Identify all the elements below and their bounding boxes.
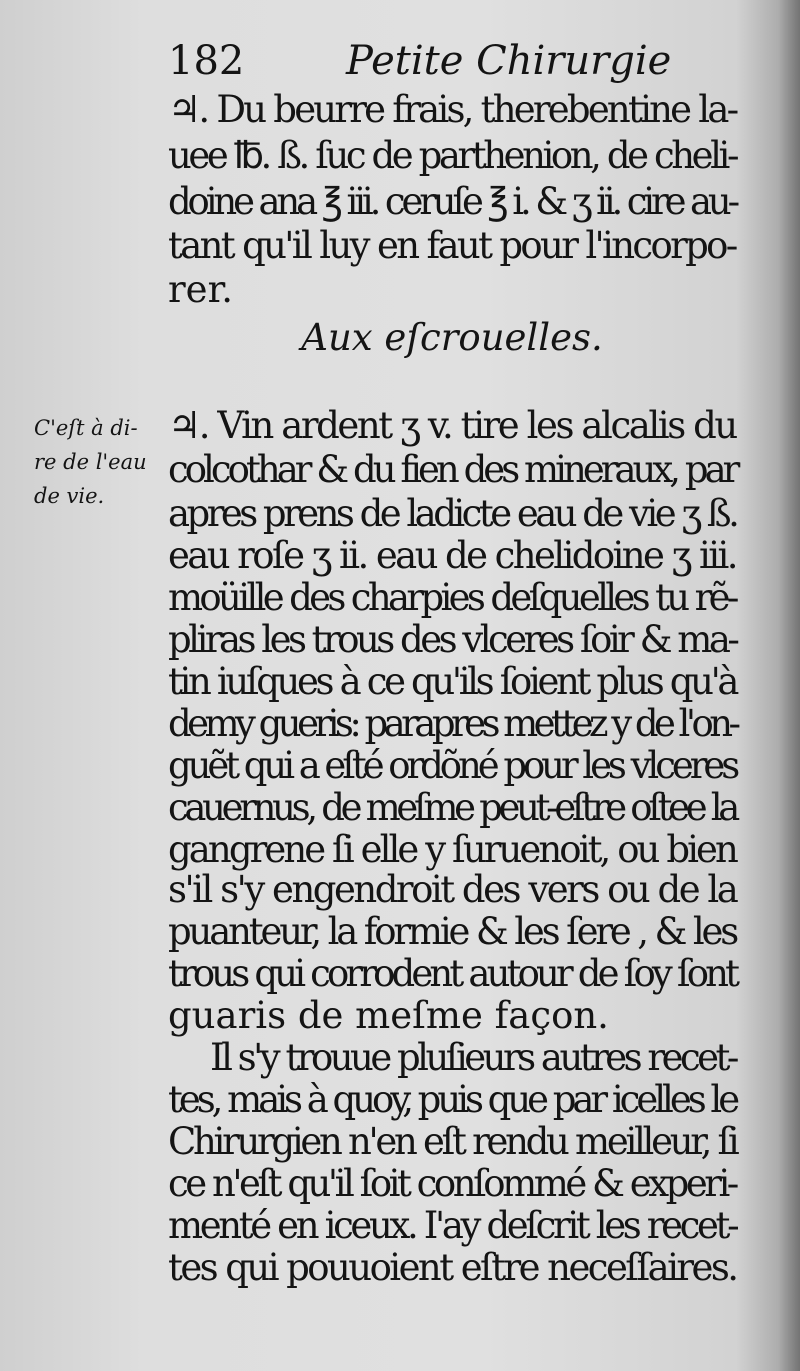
margin-note-line: C'eſt à di- (34, 416, 138, 440)
text-line: pliras les trous des vlceres ſoir & ma- (168, 618, 737, 661)
text-line: ♃. Vin ardent ʒ v. tire les alcalis du (168, 404, 736, 447)
text-line: colcothar & du fien des mineraux, par (168, 448, 737, 491)
text-line: guẽt qui a eſté ordõné pour les vlceres (168, 744, 737, 787)
text-line: ♃. Du beurre frais, therebentine la- (168, 88, 737, 131)
text-line: doine ana ℥ iii. ceruſe ℥ i. & ʒ ii. cire au- (168, 180, 736, 223)
running-title: Petite Chirurgie (346, 38, 672, 84)
text-line: tes, mais à quoy, puis que par icelles le (168, 1078, 737, 1121)
text-line: puanteur, la formie & les ſere , & les (168, 910, 737, 953)
text-line: uee ℔. ß. ſuc de parthenion, de cheli- (168, 134, 737, 177)
text-line: Chirurgien n'en eſt rendu meilleur, ſi (168, 1120, 737, 1163)
text-line: Il s'y trouue pluſieurs autres recet- (210, 1036, 736, 1079)
section-heading: Aux eſcrouelles. (301, 316, 603, 359)
page-number: 182 (168, 38, 245, 84)
text-line: moüille des charpies deſquelles tu rẽ- (168, 576, 736, 619)
text-line: s'il s'y engendroit des vers ou de la (168, 868, 737, 911)
text-line: ce n'eſt qu'il ſoit conſommé & experi- (168, 1162, 736, 1205)
page-gutter-shadow (778, 0, 800, 1371)
text-line: tant qu'il luy en faut pour l'incorpo- (168, 224, 736, 267)
text-line: tes qui pouuoient eſtre neceſſaires. (168, 1246, 737, 1289)
text-line: apres prens de ladicte eau de vie ʒ ß. (168, 492, 737, 535)
text-line: menté en iceux. I'ay deſcrit les recet- (168, 1204, 737, 1247)
text-line: tin iuſques à ce qu'ils ſoient plus qu'à (168, 660, 737, 703)
text-line: guaris de meſme façon. (168, 994, 609, 1037)
text-line: cauernus, de meſme peut-eſtre oſtee la (168, 786, 736, 829)
text-line: trous qui corrodent autour de ſoy ſont (168, 952, 737, 995)
margin-note-line: re de l'eau (34, 450, 147, 474)
margin-note-line: de vie. (34, 484, 105, 508)
text-line: demy gueris: parapres mettez y de l'on- (168, 702, 737, 745)
text-line: eau roſe ʒ ii. eau de chelidoine ʒ iii. (168, 534, 736, 577)
text-line: gangrene ſi elle y ſuruenoit, ou bien (168, 828, 736, 871)
text-line: rer. (168, 268, 233, 311)
